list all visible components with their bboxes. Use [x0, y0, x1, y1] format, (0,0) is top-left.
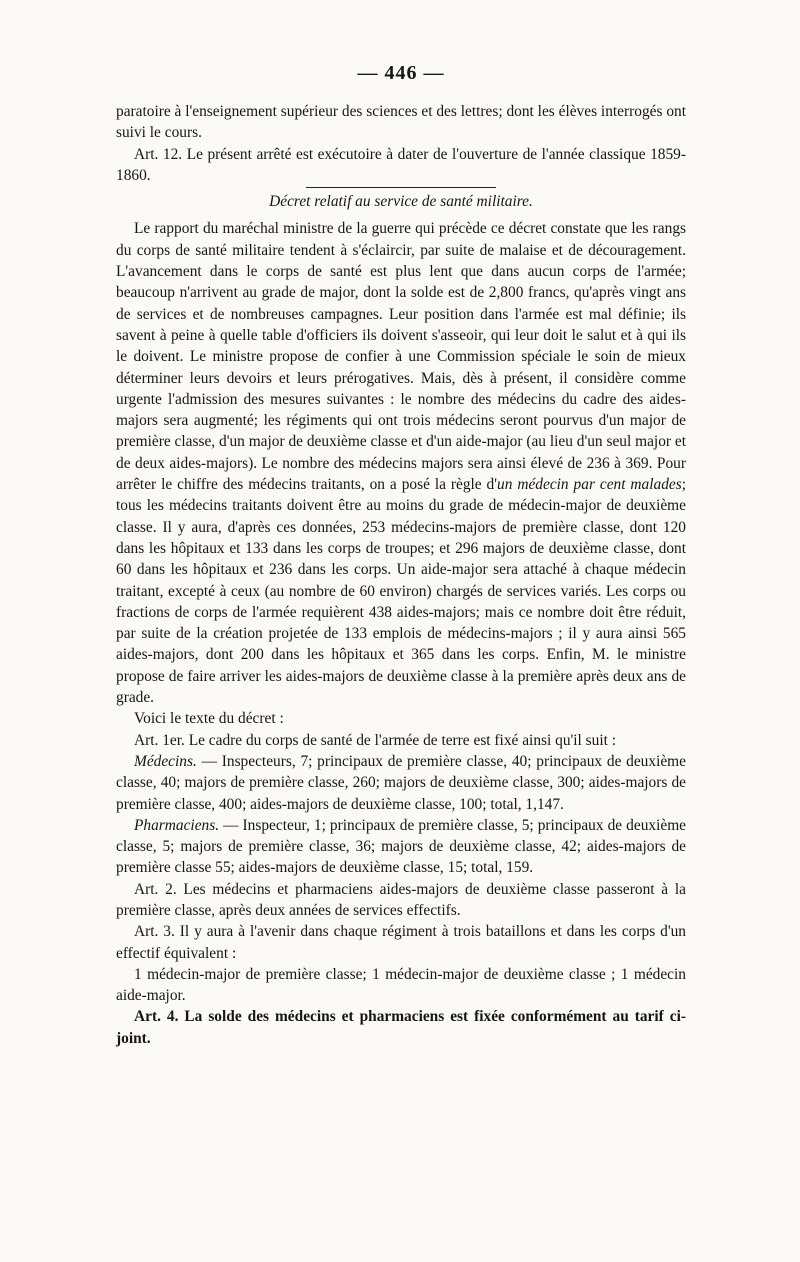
decree-title: Décret relatif au service de santé militaire. — [269, 193, 533, 211]
art1-lead: Art. 1er. Le cadre du corps de santé de l'armée de terre est fixé ainsi qu'il suit : — [134, 731, 617, 749]
intro-paragraph-1: paratoire à l'enseignement supérieur des sciences et des lettres; dont les élèves interrogés ont suivi le cours. — [116, 103, 686, 142]
medecins-text: — Inspecteurs, 7; principaux de première classe, 40; principaux de deuxième classe, 40; majors de première classe, 260; majors de deuxième classe, 300; aides-majors de première classe, 400; aides-majors de deuxième classe, 100; total, 1,147. — [116, 752, 686, 813]
art1-medecins — [116, 751, 686, 815]
art1-pharmaciens — [116, 815, 686, 879]
pharmaciens-label: Pharmaciens. — [134, 816, 220, 834]
intro-paragraph-2: Art. 12. Le présent arrêté est exécutoire à dater de l'ouverture de l'année classique 1859-1860. — [116, 145, 686, 184]
art3-lead: Art. 3. Il y aura à l'avenir dans chaque régiment à trois bataillons et dans les corps d'un effectif équivalent : — [116, 923, 686, 962]
report-italic-rule: un médecin par cent malades — [497, 476, 682, 494]
page-number: — 446 — — [357, 62, 445, 84]
art2-paragraph: Art. 2. Les médecins et pharmaciens aides-majors de deuxième classe passeront à la première classe, après deux années de services effectifs. — [116, 880, 686, 919]
section-divider — [306, 187, 496, 188]
art3-list: 1 médecin-major de première classe; 1 médecin-major de deuxième classe ; 1 médecin aide-major. — [116, 965, 686, 1005]
pharmaciens-text: — Inspecteur, 1; principaux de première classe, 5; principaux de deuxième classe, 5; majors de première classe, 36; majors de deuxième classe, 42; aides-majors de première classe 55; aides-majors de deuxième classe, 15; total, 159. — [116, 816, 686, 877]
report-text-1: Le rapport du maréchal ministre de la guerre qui précède ce décret constate que les rangs du corps de santé militaire tendent à s'éclaircir, par suite de malaise et de découragement. L'avancement dans le corps de santé est plus lent que dans aucun corps de l'armée; beaucoup n'arrivent au grade de major, dont la solde est de 2,800 francs, qu'après vingt ans de services et de nombreuses campagnes. Leur position dans l'armée est mal définie; ils savent à peine à quelle table d'officiers ils doivent s'asseoir, qui leur doit le salut et à qui ils le doivent. Le ministre propose de confier à une Commission spéciale le soin de mieux déterminer leurs devoirs et leurs prérogatives. Mais, dès à présent, il considère comme urgente l'admission des mesures suivantes : le nombre des médecins du cadre des aides-majors sera augmenté; les régiments qui ont trois médecins seront pourvus d'un major de première classe, d'un major de deuxième classe et d'un aide-major (au lieu d'un seul major et de deux aides-majors). Le nombre des médecins majors sera ainsi élevé de 236 à 369. Pour arrêter le chiffre des médecins traitants, on a posé la règle d' — [116, 220, 686, 494]
medecins-label: Médecins. — [134, 752, 197, 770]
voici-line: Voici le texte du décret : — [134, 710, 284, 728]
art4-paragraph: Art. 4. La solde des médecins et pharmaciens est fixée conformément au tarif ci-joint. — [116, 1008, 686, 1047]
report-text-2: ; tous les médecins traitants doivent être au moins du grade de médecin-major de deuxième classe. Il y aura, d'après ces données, 253 médecins-majors de première classe, dont 120 dans les hôpitaux et 133 dans les corps de troupes; et 296 majors de deuxième classe, dont 60 dans les hôpitaux et 236 dans les corps. Un aide-major sera attaché à chaque médecin traitant, excepté à ceux (au nombre de 60 environ) chargés de services variés. Les corps ou fractions de corps de l'armée requièrent 438 aides-majors; mais ce nombre doit être réduit, par suite de la création projetée de 133 emplois de médecins-majors ; il y aura ainsi 565 aides-majors, dont 200 dans les hôpitaux et 365 dans les corps. Enfin, M. le ministre propose de faire arriver les aides-majors de deuxième classe à la première après deux ans de grade. — [116, 476, 686, 707]
body-text — [116, 101, 686, 1049]
report-paragraph — [116, 218, 686, 708]
